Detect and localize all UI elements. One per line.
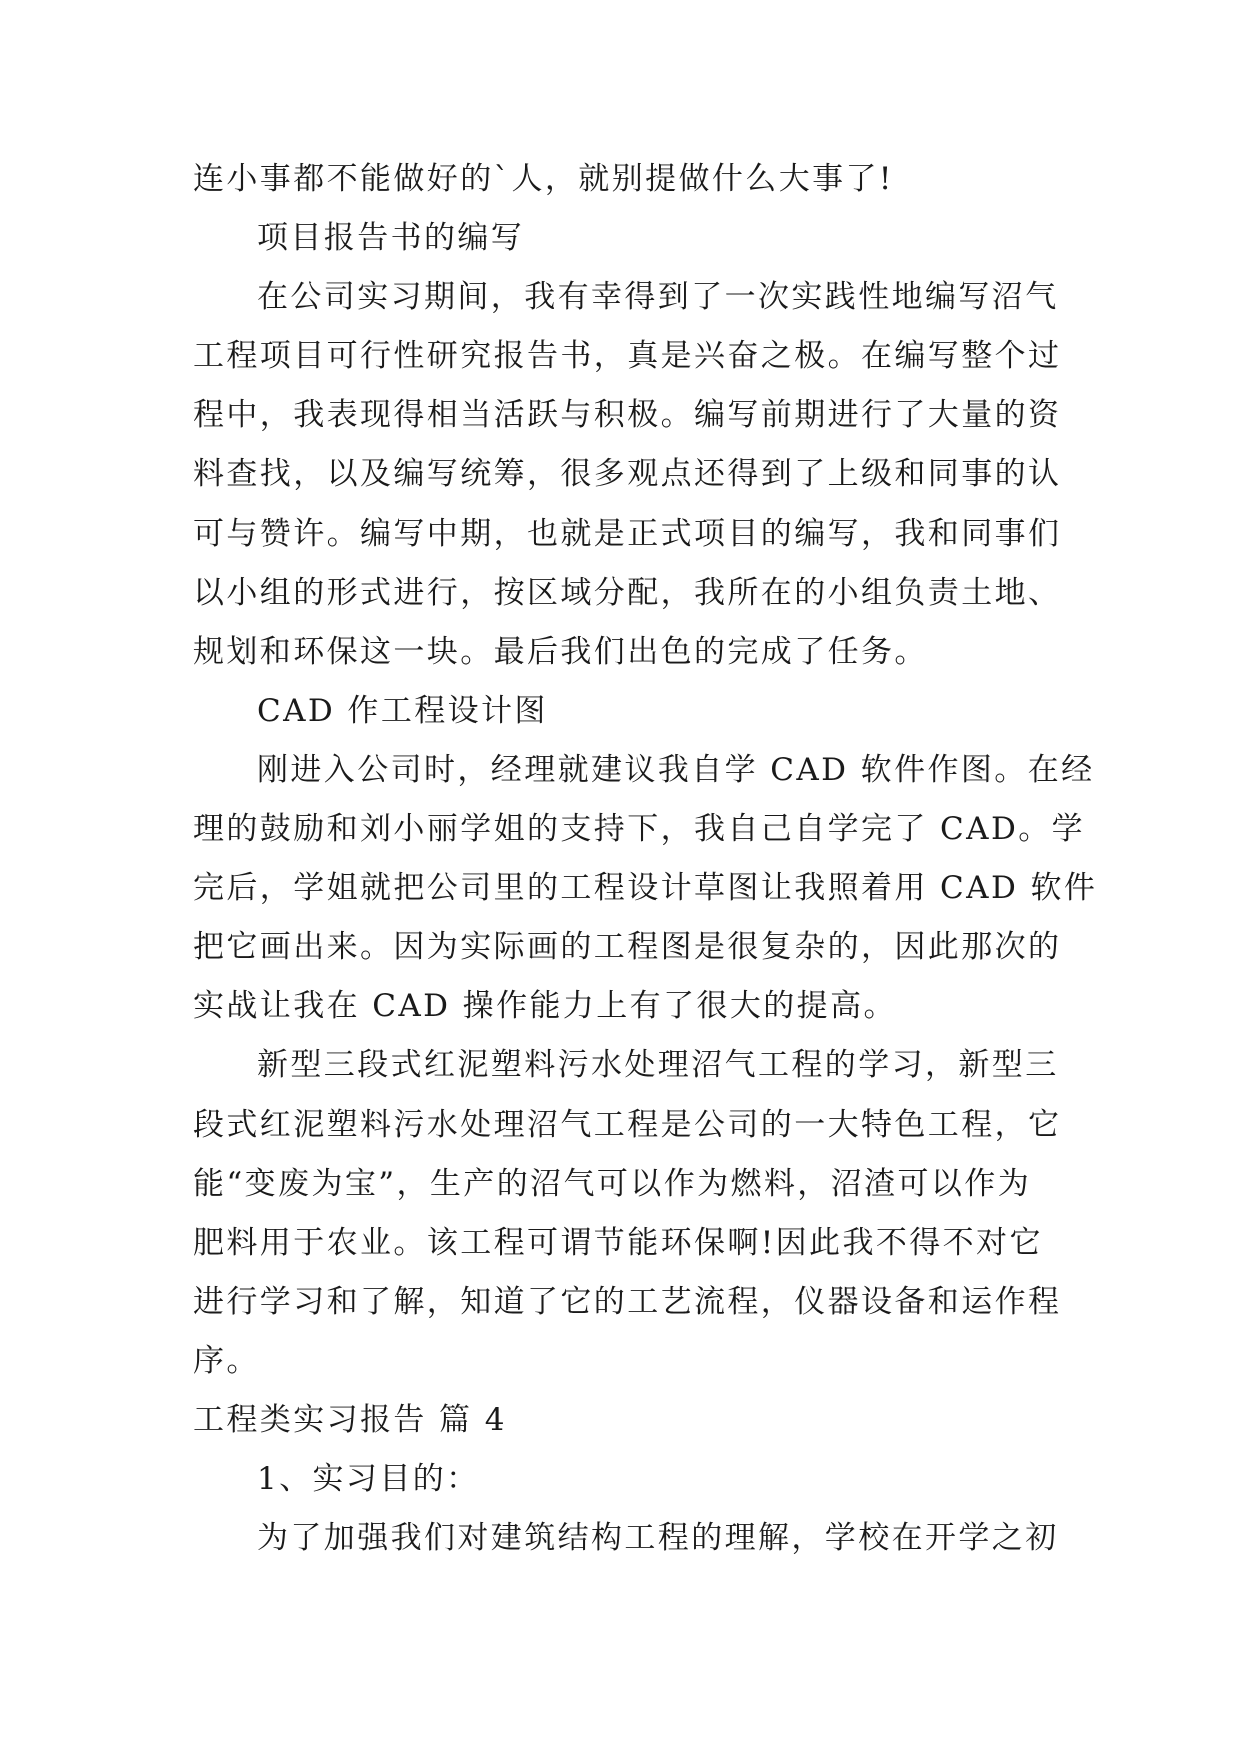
text-line: 段式红泥塑料污水处理沼气工程是公司的一大特色工程，它	[193, 1106, 1062, 1143]
text-line: 程中，我表现得相当活跃与积极。编写前期进行了大量的资	[193, 397, 1062, 434]
text-line: 序。	[193, 1342, 260, 1379]
text-line: 完后，学姐就把公司里的工程设计草图让我照着用 CAD 软件	[193, 870, 1098, 907]
text-line: 料查找，以及编写统筹，很多观点还得到了上级和同事的认	[193, 456, 1062, 493]
text-line: 肥料用于农业。该工程可谓节能环保啊!因此我不得不对它	[193, 1224, 1043, 1261]
text-line: 为了加强我们对建筑结构工程的理解，学校在开学之初	[257, 1520, 1059, 1557]
section-heading-report-writing: 项目报告书的编写	[257, 220, 525, 257]
section-heading-cad-design: CAD 作工程设计图	[257, 692, 548, 729]
text-line: 把它画出来。因为实际画的工程图是很复杂的，因此那次的	[193, 929, 1062, 966]
text-line: 刚进入公司时，经理就建议我自学 CAD 软件作图。在经	[257, 751, 1095, 788]
text-line: 实战让我在 CAD 操作能力上有了很大的提高。	[193, 988, 897, 1025]
section-heading-purpose: 1、实习目的：	[257, 1461, 480, 1498]
text-line: 工程项目可行性研究报告书，真是兴奋之极。在编写整个过	[193, 338, 1062, 375]
text-line: 可与赞许。编写中期，也就是正式项目的编写，我和同事们	[193, 515, 1062, 552]
text-line: 理的鼓励和刘小丽学姐的支持下，我自己自学完了 CAD。学	[193, 811, 1086, 848]
text-line: 能“变废为宝”，生产的沼气可以作为燃料，沼渣可以作为	[193, 1165, 1032, 1202]
text-line: 以小组的形式进行，按区域分配，我所在的小组负责土地、	[193, 574, 1062, 611]
text-line: 进行学习和了解，知道了它的工艺流程，仪器设备和运作程	[193, 1283, 1062, 1320]
text-line: 在公司实习期间，我有幸得到了一次实践性地编写沼气	[257, 279, 1059, 316]
text-line: 连小事都不能做好的`人，就别提做什么大事了!	[193, 161, 894, 197]
document-body	[193, 150, 1098, 1568]
text-line: 规划和环保这一块。最后我们出色的完成了任务。	[193, 633, 928, 670]
text-line: 新型三段式红泥塑料污水处理沼气工程的学习，新型三	[257, 1047, 1059, 1084]
article-title: 工程类实习报告 篇 4	[193, 1401, 507, 1438]
